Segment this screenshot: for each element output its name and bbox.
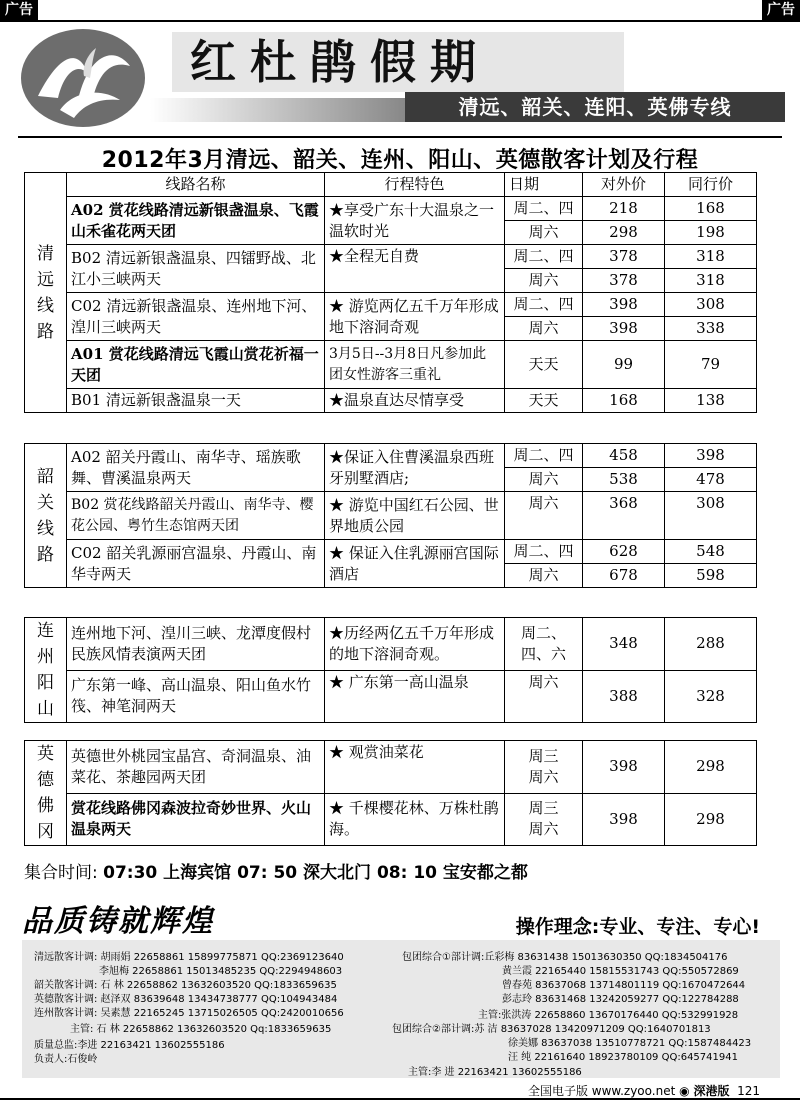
- peer-price: 548: [665, 540, 757, 564]
- contact-line: 韶关散客计调: 石 林 22658862 13632603520 QQ:1833659635: [34, 980, 337, 991]
- public-price: 458: [583, 444, 665, 468]
- public-price: 368: [583, 492, 665, 540]
- schedule-table-shaoguan: [24, 443, 757, 588]
- region-label: 连州阳山: [25, 618, 67, 723]
- route-date: 周六: [505, 269, 583, 293]
- route-date: 周二、四: [505, 293, 583, 317]
- region-label: 清远线路: [25, 173, 67, 413]
- route-feature: 3月5日--3月8日凡参加此团女性游客三重礼: [325, 341, 505, 389]
- route-date: 周二、四: [505, 540, 583, 564]
- public-price: 378: [583, 245, 665, 269]
- column-header-route: 线路名称: [67, 173, 325, 197]
- route-feature: ★ 保证入住乳源丽宫国际酒店: [325, 540, 505, 588]
- route-date: 周二、四、六: [505, 618, 583, 671]
- route-feature: ★享受广东十大温泉之一温软时光: [325, 197, 505, 245]
- route-date: 周三 周六: [505, 793, 583, 846]
- peer-price: 298: [665, 741, 757, 794]
- contact-line: 李旭梅 22658861 15013485235 QQ:2294948603: [99, 966, 343, 977]
- route-feature: ★保证入住曹溪温泉西班牙别墅酒店;: [325, 444, 505, 492]
- route-date: 周六: [505, 670, 583, 723]
- peer-price: 79: [665, 341, 757, 389]
- page-headline: 2012年3月清远、韶关、连州、阳山、英德散客计划及行程: [101, 148, 699, 173]
- route-feature: ★ 千棵樱花林、万株杜鹃海。: [325, 793, 505, 846]
- contact-line: 黄兰霞 22165440 15815531743 QQ:550572869: [502, 966, 739, 977]
- peer-price: 288: [665, 618, 757, 671]
- public-price: 298: [583, 221, 665, 245]
- route-feature: ★ 观赏油菜花: [325, 741, 505, 794]
- meeting-info: [24, 858, 528, 883]
- region-label: 韶关线路: [25, 444, 67, 588]
- public-price: 678: [583, 564, 665, 588]
- meeting-points: 07:30 上海宾馆 07: 50 深大北门 08: 10 宝安都之都: [103, 863, 528, 883]
- route-date: 周六: [505, 221, 583, 245]
- route-date: 周三 周六: [505, 741, 583, 794]
- contact-panel: [22, 940, 780, 1078]
- route-name: B02 清远新银盏温泉、四镭野战、北江小三峡两天: [67, 245, 325, 293]
- subtitle-gradient: [150, 98, 405, 122]
- route-date: 周二、四: [505, 444, 583, 468]
- route-name: B01 清远新银盏温泉一天: [67, 389, 325, 413]
- peer-price: 318: [665, 269, 757, 293]
- route-name: C02 韶关乳源丽宫温泉、丹霞山、南华寺两天: [67, 540, 325, 588]
- brand-subtitle: 清远、韶关、连阳、英佛专线: [405, 92, 785, 122]
- contact-line: 连州散客计调: 吴素慧 22165245 13715026505 QQ:2420010656: [34, 1008, 344, 1019]
- route-date: 天天: [505, 389, 583, 413]
- route-name: C02 清远新银盏温泉、连州地下河、湟川三峡两天: [67, 293, 325, 341]
- region-label: 英德佛冈: [25, 741, 67, 846]
- ad-label-left: 广告: [0, 0, 38, 20]
- contact-line: 主管:李 进 22163421 13602555186: [408, 1067, 582, 1078]
- contact-line: 清远散客计调: 胡雨娟 22658861 15899775871 QQ:2369123640: [34, 952, 344, 963]
- footer-site: 全国电子版 www.zyoo.net: [527, 1084, 676, 1098]
- footer-edition: 深港版: [693, 1084, 730, 1098]
- schedule-table-yingde: [24, 740, 757, 846]
- route-feature: ★全程无自费: [325, 245, 505, 293]
- top-rule: [0, 20, 800, 22]
- route-date: 周二、四: [505, 197, 583, 221]
- public-price: 99: [583, 341, 665, 389]
- public-price: 348: [583, 618, 665, 671]
- column-header-peer-price: 同行价: [665, 173, 757, 197]
- public-price: 218: [583, 197, 665, 221]
- peer-price: 318: [665, 245, 757, 269]
- contact-line: 主管: 石 林 22658862 13632603520 Qq:1833659635: [70, 1024, 332, 1035]
- page-number: 121: [737, 1084, 760, 1098]
- public-price: 378: [583, 269, 665, 293]
- contact-line: 彭志玲 83631468 13242059277 QQ:122784288: [502, 994, 739, 1005]
- route-name: 广东第一峰、高山温泉、阳山鱼水竹筏、神笔洞两天: [67, 670, 325, 723]
- public-price: 398: [583, 317, 665, 341]
- public-price: 398: [583, 741, 665, 794]
- schedule-table-lianzhou: [24, 617, 757, 723]
- route-date: 天天: [505, 341, 583, 389]
- route-name: 英德世外桃园宝晶宫、奇洞温泉、油菜花、茶趣园两天团: [67, 741, 325, 794]
- contact-line: 负责人:石俊岭: [34, 1054, 98, 1065]
- globe-icon: ◉: [679, 1084, 690, 1098]
- header-divider: [18, 136, 782, 138]
- public-price: 398: [583, 793, 665, 846]
- slogan: 品质铸就辉煌: [22, 904, 214, 939]
- route-name: A02 赏花线路清远新银盏温泉、飞霞山禾雀花两天团: [67, 197, 325, 245]
- contact-line: 徐美娜 83637038 13510778721 QQ:1587484423: [508, 1038, 752, 1049]
- public-price: 168: [583, 389, 665, 413]
- contact-line: 主管:张洪涛 22658860 13670176440 QQ:532991928: [478, 1010, 739, 1021]
- operation-philosophy: 操作理念:专业、专注、专心!: [515, 916, 760, 938]
- route-date: 周二、四: [505, 245, 583, 269]
- peer-price: 328: [665, 670, 757, 723]
- peer-price: 308: [665, 492, 757, 540]
- ad-label-right: 广告: [762, 0, 800, 20]
- peer-price: 298: [665, 793, 757, 846]
- route-feature: ★ 游览中国红石公园、世界地质公园: [325, 492, 505, 540]
- peer-price: 598: [665, 564, 757, 588]
- route-name: A02 韶关丹霞山、南华寺、瑶族歌舞、曹溪温泉两天: [67, 444, 325, 492]
- contact-line: 英德散客计调: 赵泽双 83639648 13434738777 QQ:104943484: [34, 994, 338, 1005]
- page-footer: [528, 1082, 760, 1099]
- peer-price: 168: [665, 197, 757, 221]
- route-feature: ★温泉直达尽情享受: [325, 389, 505, 413]
- peer-price: 338: [665, 317, 757, 341]
- route-feature: ★ 游览两亿五千万年形成地下溶洞奇观: [325, 293, 505, 341]
- public-price: 538: [583, 468, 665, 492]
- route-date: 周六: [505, 564, 583, 588]
- peer-price: 478: [665, 468, 757, 492]
- route-name: A01 赏花线路清远飞霞山赏花祈福一天团: [67, 341, 325, 389]
- route-feature: ★历经两亿五千万年形成的地下溶洞奇观。: [325, 618, 505, 671]
- meeting-label: 集合时间:: [24, 863, 98, 883]
- column-header-feature: 行程特色: [325, 173, 505, 197]
- peer-price: 398: [665, 444, 757, 468]
- route-name: 赏花线路佛冈森波拉奇妙世界、火山温泉两天: [67, 793, 325, 846]
- contact-line: 曾春苑 83637068 13714801119 QQ:1670472644: [502, 980, 746, 991]
- peer-price: 198: [665, 221, 757, 245]
- public-price: 398: [583, 293, 665, 317]
- public-price: 388: [583, 670, 665, 723]
- route-feature: ★ 广东第一高山温泉: [325, 670, 505, 723]
- route-date: 周六: [505, 492, 583, 540]
- peer-price: 308: [665, 293, 757, 317]
- contact-line: 汪 纯 22161640 18923780109 QQ:645741941: [508, 1052, 738, 1063]
- peer-price: 138: [665, 389, 757, 413]
- route-name: 连州地下河、湟川三峡、龙潭度假村民族风情表演两天团: [67, 618, 325, 671]
- contact-line: 质量总监:李进 22163421 13602555186: [34, 1040, 225, 1051]
- route-date: 周六: [505, 317, 583, 341]
- schedule-table-qingyuan: [24, 172, 757, 413]
- column-header-price: 对外价: [583, 173, 665, 197]
- azalea-logo-icon: [18, 26, 148, 130]
- contact-line: 包团综合②部计调:苏 洁 83637028 13420971209 QQ:1640701813: [392, 1024, 711, 1035]
- contact-line: 包团综合①部计调:丘彩梅 83631438 15013630350 QQ:1834504176: [402, 952, 728, 963]
- public-price: 628: [583, 540, 665, 564]
- column-header-date: 日期: [505, 173, 583, 197]
- route-date: 周六: [505, 468, 583, 492]
- route-name: B02 赏花线路韶关丹霞山、南华寺、樱花公园、粤竹生态馆两天团: [67, 492, 325, 540]
- brand-title: 红杜鹃假期: [190, 35, 490, 89]
